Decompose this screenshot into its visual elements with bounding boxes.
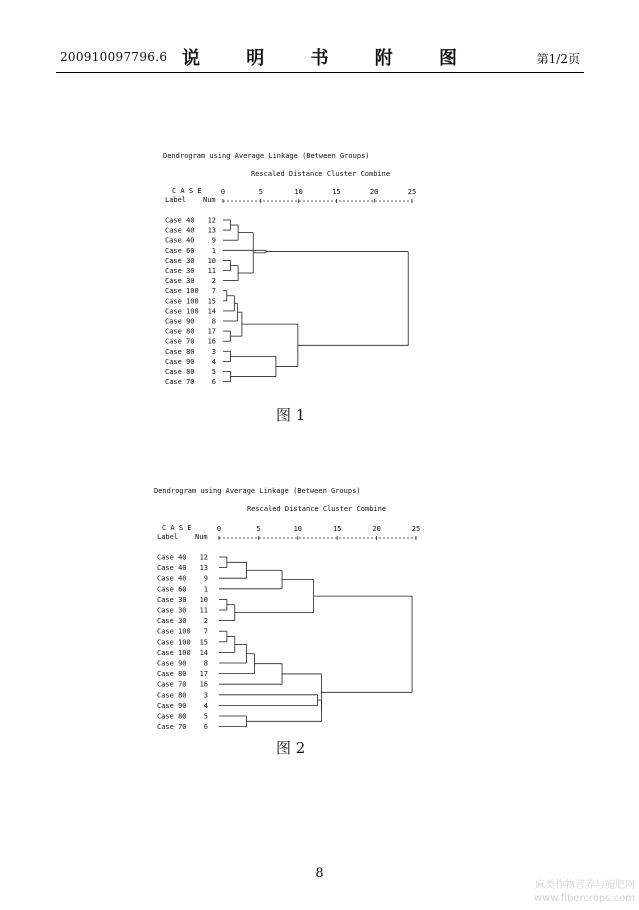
case-label: Case 60 [165,246,195,255]
case-number: 1 [203,585,208,594]
case-number: 3 [211,347,216,356]
dendrogram-title: Dendrogram using Average Linkage (Between Groups) [163,152,370,160]
case-number: 17 [199,670,208,679]
figure-1-caption: 图 1 [276,406,306,424]
case-header: C A S E [162,524,192,532]
case-label: Case 90 [165,317,195,326]
case-number: 3 [203,691,208,700]
case-label: Case 30 [165,256,195,265]
case-label: Case 30 [157,617,187,626]
case-label: Case 100 [157,638,191,647]
case-label: Case 40 [157,553,187,562]
case-number: 1 [211,246,216,255]
axis-tick-label: 20 [369,188,379,196]
case-label: Case 100 [157,627,191,636]
axis-tick-label: 10 [293,525,303,533]
case-label: Case 100 [157,648,191,657]
case-number: 11 [199,606,208,615]
site-watermark [495,879,635,905]
case-number: 9 [211,236,216,245]
case-number: 15 [207,297,216,306]
case-number: 16 [199,680,208,689]
case-label: Case 60 [157,585,187,594]
watermark-site-name: 麻类作物营养与施肥网 [535,880,635,891]
case-label: Case 40 [165,216,195,225]
case-label: Case 40 [157,564,187,573]
axis-tick-label: 10 [294,188,303,196]
document-number: 200910097796.6 [60,50,168,64]
case-number: 10 [207,256,216,265]
case-number: 8 [211,317,216,326]
case-number: 14 [207,307,216,316]
case-label: Case 70 [157,680,187,689]
case-label: Case 40 [157,574,187,583]
axis-tick-label: 0 [216,525,222,533]
num-header: Num [195,533,208,541]
axis-tick-label: 15 [332,525,342,533]
case-label: Case 100 [165,307,199,316]
case-label: Case 70 [157,723,187,732]
label-header: Label [157,533,179,541]
scale-title: Rescaled Distance Cluster Combine [247,505,387,513]
case-number: 2 [211,277,216,286]
case-number: 14 [199,648,208,657]
case-label: Case 30 [157,606,187,615]
case-label: Case 70 [165,337,195,346]
case-number: 13 [207,226,216,235]
case-label: Case 80 [165,347,195,356]
axis-tick-label: 15 [332,188,341,196]
page-label: 第1/2页 [536,52,580,66]
case-label: Case 40 [165,226,195,235]
case-number: 9 [203,574,208,583]
case-number: 6 [203,723,208,732]
case-number: 15 [199,638,208,647]
case-number: 8 [203,659,208,668]
case-label: Case 90 [157,659,187,668]
case-number: 5 [203,712,208,721]
axis-tick-label: 25 [407,188,417,196]
case-label: Case 80 [165,368,195,376]
case-label: Case 40 [165,236,195,245]
case-label: Case 100 [165,287,199,296]
case-number: 16 [207,337,216,346]
case-number: 13 [199,564,208,573]
label-header: Label [165,196,187,204]
case-label: Case 90 [165,357,195,366]
case-number: 2 [203,617,208,626]
num-header: Num [203,196,216,204]
case-number: 11 [207,267,216,275]
case-label: Case 80 [157,691,187,700]
case-number: 7 [203,627,208,636]
case-number: 4 [211,357,216,366]
case-label: Case 80 [157,712,187,721]
case-label: Case 30 [165,267,195,275]
case-number: 17 [207,327,216,336]
case-label: Case 80 [165,327,195,336]
case-label: Case 30 [165,277,195,286]
scale-title: Rescaled Distance Cluster Combine [251,170,391,178]
case-number: 12 [199,553,208,562]
case-number: 6 [211,378,216,387]
page-title: 说 明 书 附 图 [181,48,478,69]
case-number: 4 [203,701,208,710]
case-header: C A S E [172,187,202,195]
figure-2-caption: 图 2 [276,739,306,757]
axis-tick-label: 25 [411,525,421,533]
axis-tick-label: 0 [220,188,226,196]
dendrogram-title: Dendrogram using Average Linkage (Between Groups) [154,487,361,495]
case-label: Case 70 [165,378,195,387]
case-number: 12 [207,216,216,225]
watermark-url: www.fibercrops.com [533,893,635,904]
case-label: Case 100 [165,297,199,306]
case-label: Case 80 [157,670,187,679]
case-number: 7 [211,287,216,296]
axis-tick-label: 5 [258,188,263,196]
case-number: 5 [211,368,216,376]
page-number: 8 [315,866,324,881]
axis-tick-label: 20 [372,525,381,533]
case-label: Case 30 [157,595,187,604]
case-number: 10 [199,595,208,604]
axis-tick-label: 5 [256,525,261,533]
case-label: Case 90 [157,701,187,710]
